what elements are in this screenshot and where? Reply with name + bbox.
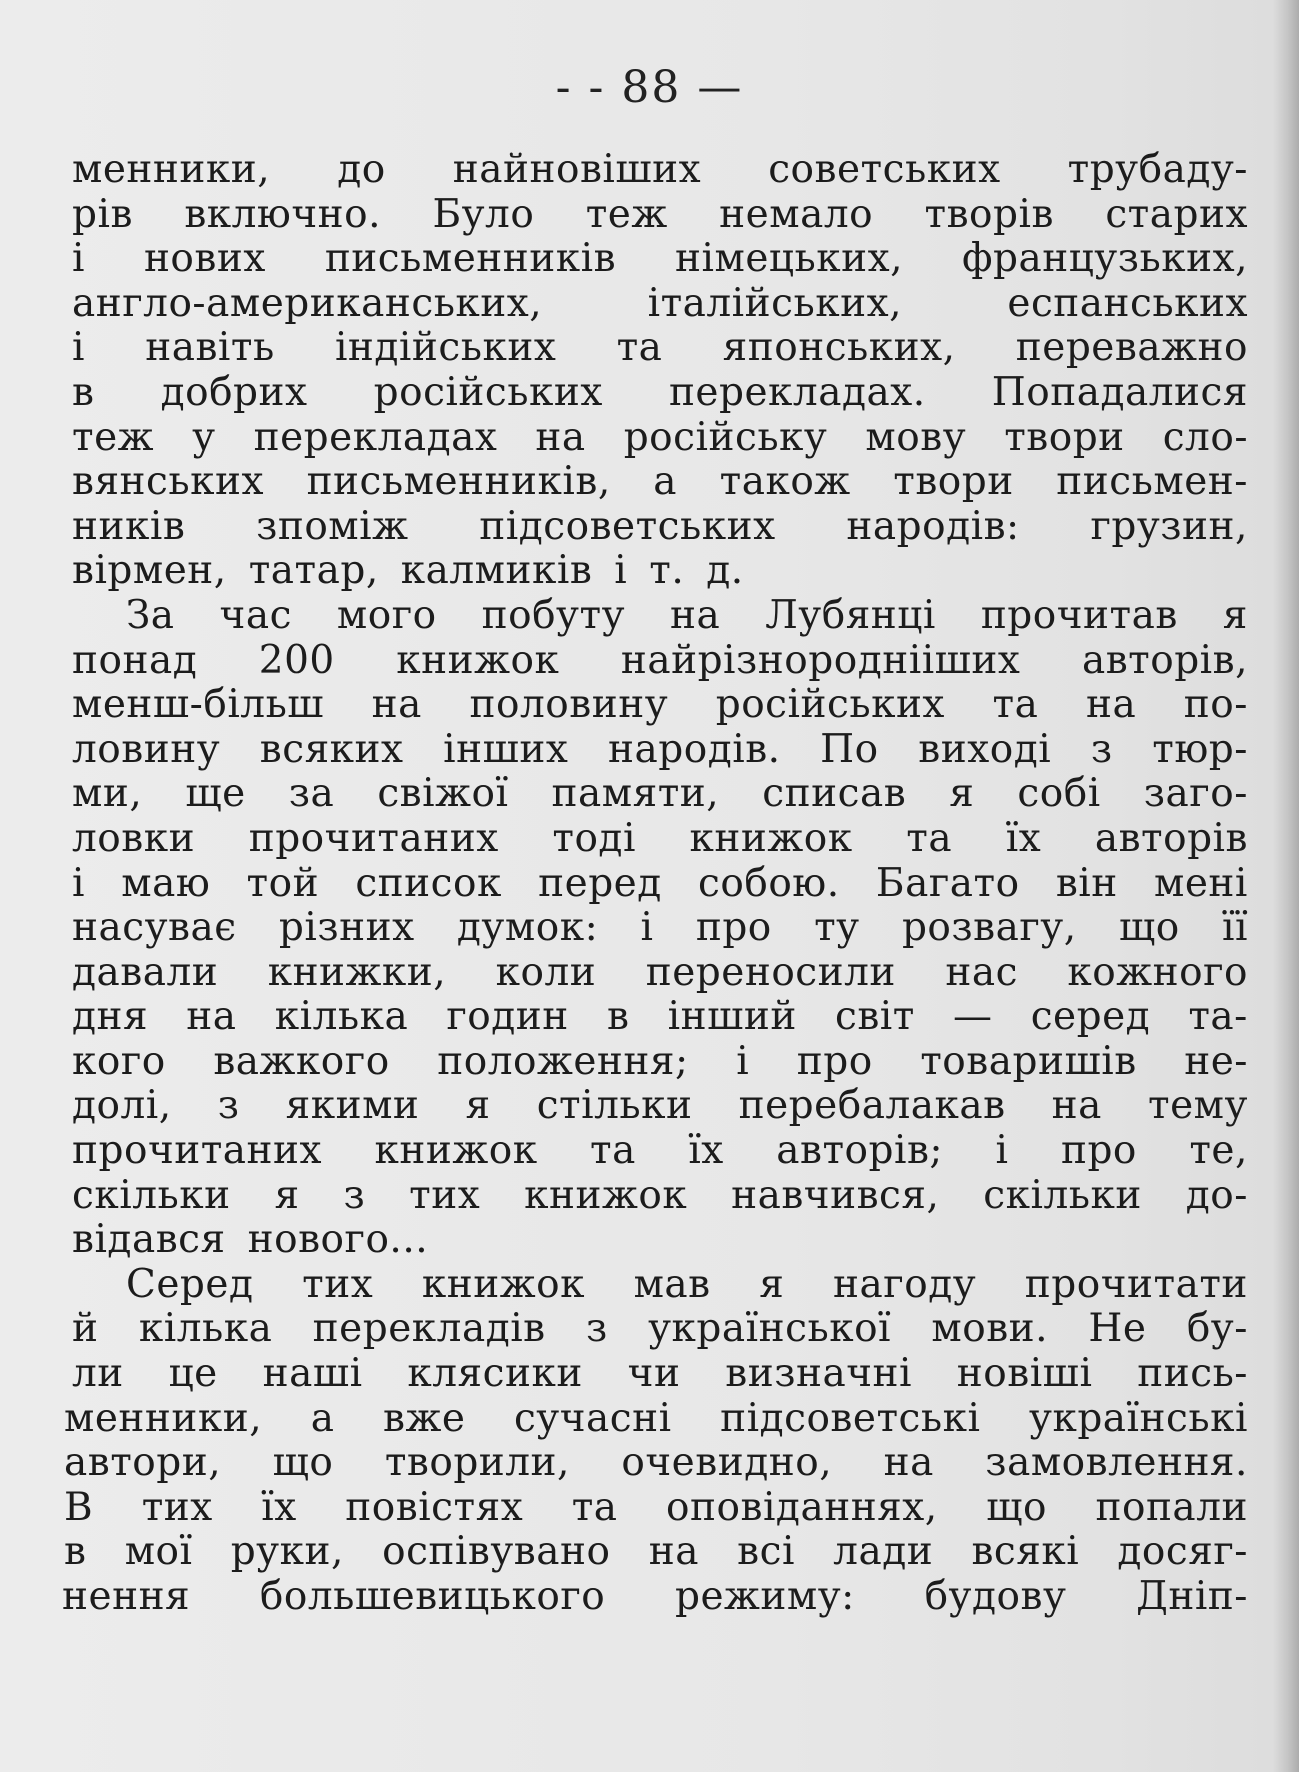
word: книжок bbox=[421, 1261, 585, 1307]
word: та bbox=[616, 325, 663, 371]
word: По bbox=[820, 726, 879, 772]
word: на bbox=[670, 592, 721, 638]
text-line bbox=[64, 1530, 1248, 1575]
word: понад bbox=[72, 637, 198, 683]
word: рів bbox=[72, 191, 133, 237]
word: в bbox=[72, 369, 95, 415]
word: російських bbox=[715, 682, 945, 728]
word: та- bbox=[1188, 994, 1248, 1040]
word: Було bbox=[432, 191, 535, 237]
word: японських, bbox=[722, 325, 956, 371]
word: він bbox=[1055, 860, 1118, 906]
word: кого bbox=[72, 1038, 166, 1084]
text-line bbox=[72, 594, 1248, 639]
word: вянських bbox=[72, 459, 264, 505]
word: про bbox=[695, 905, 772, 951]
word: перекладах. bbox=[668, 369, 926, 415]
text-line bbox=[62, 1575, 1248, 1620]
word: перебалакав bbox=[738, 1083, 1006, 1129]
word: тих bbox=[409, 1172, 481, 1218]
word: з bbox=[585, 1306, 608, 1352]
text-line bbox=[72, 460, 1248, 505]
word: мову bbox=[865, 414, 967, 460]
word: на bbox=[186, 994, 237, 1040]
word: про bbox=[1060, 1128, 1137, 1174]
word: пись- bbox=[1137, 1351, 1248, 1397]
word: руки, bbox=[230, 1529, 344, 1575]
word: прочитаних bbox=[248, 815, 499, 861]
word: прочитаних bbox=[72, 1128, 323, 1174]
word: стільки bbox=[536, 1083, 693, 1129]
word: еспанських bbox=[1007, 280, 1248, 326]
word: тюр- bbox=[1152, 726, 1248, 772]
word: авторів, bbox=[1081, 637, 1248, 683]
word: я bbox=[1222, 592, 1248, 638]
word: що bbox=[1118, 905, 1180, 951]
word: ловину bbox=[72, 726, 221, 772]
word: давали bbox=[72, 949, 219, 995]
word: скільки bbox=[72, 1172, 231, 1218]
word: книжки, bbox=[267, 949, 447, 995]
word: творів bbox=[924, 191, 1054, 237]
word: на bbox=[883, 1440, 934, 1486]
word: мені bbox=[1154, 860, 1248, 906]
word: ще bbox=[185, 771, 246, 817]
word: визначні bbox=[725, 1351, 912, 1397]
word: авторів bbox=[1094, 815, 1248, 861]
word: насуває bbox=[72, 905, 237, 951]
text-line bbox=[64, 1441, 1248, 1486]
word: найновіших bbox=[452, 147, 702, 192]
word: навіть bbox=[145, 325, 275, 371]
binding-shadow bbox=[1273, 0, 1299, 1772]
word: й bbox=[72, 1306, 99, 1352]
word: прочитати bbox=[1024, 1261, 1248, 1307]
body-text bbox=[62, 147, 1248, 1620]
word: советських bbox=[768, 147, 1001, 192]
word: російських bbox=[373, 369, 603, 415]
word: клясики bbox=[407, 1351, 583, 1397]
word: на bbox=[1085, 682, 1137, 728]
word: підсоветських bbox=[479, 503, 776, 549]
word: вірмен, bbox=[72, 548, 227, 594]
word: і bbox=[640, 905, 654, 951]
word: калмиків bbox=[400, 548, 593, 594]
text-line bbox=[72, 1263, 1248, 1308]
word: твори bbox=[893, 459, 1014, 505]
word: народів: bbox=[846, 503, 1020, 549]
word: долі, bbox=[72, 1083, 172, 1129]
word: і bbox=[72, 236, 85, 282]
word: і bbox=[736, 1038, 750, 1084]
word: якими bbox=[285, 1083, 420, 1129]
word: перед bbox=[538, 860, 662, 906]
text-line bbox=[72, 772, 1248, 817]
word: нагоду bbox=[833, 1261, 977, 1307]
word: і bbox=[995, 1128, 1009, 1174]
text-line bbox=[72, 906, 1248, 951]
word: з bbox=[343, 1172, 366, 1218]
word: побуту bbox=[481, 592, 626, 638]
word: книжок bbox=[374, 1128, 538, 1174]
word: досяг- bbox=[1117, 1529, 1248, 1575]
word: заго- bbox=[1143, 771, 1248, 817]
word: італійських, bbox=[647, 280, 902, 326]
word: 200 bbox=[258, 637, 335, 683]
word: я bbox=[274, 1172, 300, 1218]
word: ли bbox=[72, 1351, 124, 1397]
word: з bbox=[217, 1083, 240, 1129]
word: не- bbox=[1184, 1038, 1248, 1084]
word: те, bbox=[1189, 1128, 1248, 1174]
word: автори, bbox=[64, 1440, 222, 1486]
word: сучасні bbox=[513, 1395, 672, 1441]
word: Не bbox=[1088, 1306, 1147, 1352]
text-line bbox=[72, 1307, 1248, 1352]
word: їх bbox=[261, 1484, 297, 1530]
word: а bbox=[310, 1395, 335, 1441]
word: сло- bbox=[1162, 414, 1248, 460]
word: мав bbox=[633, 1261, 711, 1307]
word: та bbox=[571, 1484, 618, 1530]
text-line bbox=[72, 639, 1248, 684]
word: мови. bbox=[931, 1306, 1049, 1352]
word: російську bbox=[623, 414, 828, 460]
word: їх bbox=[1005, 815, 1042, 861]
word: виході bbox=[918, 726, 1052, 772]
word: на bbox=[535, 414, 586, 460]
word: собі bbox=[1017, 771, 1101, 817]
word: до bbox=[337, 147, 386, 192]
word: переносили bbox=[645, 949, 896, 995]
word: я bbox=[949, 771, 975, 817]
word: та bbox=[992, 682, 1039, 728]
text-line bbox=[72, 1040, 1248, 1085]
word: годин bbox=[446, 994, 569, 1040]
word: про bbox=[796, 1038, 873, 1084]
word: вже bbox=[383, 1395, 466, 1441]
word: навчився, bbox=[731, 1172, 940, 1218]
text-line bbox=[72, 505, 1248, 550]
text-line bbox=[72, 1084, 1248, 1129]
word: на bbox=[371, 682, 422, 728]
word: повістях bbox=[345, 1484, 524, 1530]
word: тоді bbox=[552, 815, 636, 861]
text-line bbox=[72, 817, 1248, 862]
word: всяких bbox=[259, 726, 404, 772]
word: старих bbox=[1105, 191, 1248, 237]
word: менники, bbox=[72, 147, 271, 192]
word: це bbox=[168, 1351, 218, 1397]
word: переважно bbox=[1015, 325, 1248, 371]
text-line bbox=[72, 1129, 1248, 1174]
word: авторів; bbox=[776, 1128, 944, 1174]
page-number: - - 88 — bbox=[555, 62, 744, 113]
word: світ bbox=[835, 994, 915, 1040]
word: Лубянці bbox=[765, 592, 936, 638]
word: що bbox=[272, 1440, 334, 1486]
word: добрих bbox=[160, 369, 308, 415]
word: інших bbox=[443, 726, 569, 772]
word: і bbox=[72, 325, 85, 371]
word: також bbox=[719, 459, 851, 505]
word: памяти, bbox=[551, 771, 720, 817]
word: та bbox=[906, 815, 953, 861]
word: а bbox=[653, 459, 678, 505]
text-line bbox=[72, 951, 1248, 996]
word: кожного bbox=[1067, 949, 1248, 995]
word: коли bbox=[495, 949, 597, 995]
word: і bbox=[72, 860, 85, 906]
word: нових bbox=[143, 236, 266, 282]
word: свіжої bbox=[377, 771, 509, 817]
word: Дніп- bbox=[1136, 1574, 1248, 1619]
word: список bbox=[355, 860, 502, 906]
word: оповіданнях, bbox=[666, 1484, 938, 1530]
word: німецьких, bbox=[675, 236, 903, 282]
word: розвагу, bbox=[901, 905, 1077, 951]
word: кілька bbox=[138, 1306, 273, 1352]
word: на bbox=[1051, 1083, 1102, 1129]
text-line bbox=[72, 862, 1248, 907]
word: перекладах bbox=[253, 414, 498, 460]
word: режиму: bbox=[674, 1574, 855, 1619]
text-line bbox=[72, 1174, 1248, 1219]
word: За bbox=[126, 592, 175, 638]
word: мого bbox=[336, 592, 437, 638]
word: кілька bbox=[274, 994, 409, 1040]
word: трубаду- bbox=[1067, 147, 1248, 192]
word: менш-більш bbox=[72, 682, 325, 728]
word: української bbox=[648, 1306, 892, 1352]
word: їх bbox=[688, 1128, 724, 1174]
text-line bbox=[72, 1218, 1248, 1263]
word: ту bbox=[814, 905, 860, 951]
word: оспівувано bbox=[382, 1529, 611, 1575]
word: большевицького bbox=[259, 1574, 606, 1619]
word: серед bbox=[1030, 994, 1151, 1040]
text-line bbox=[72, 148, 1248, 193]
word: книжок bbox=[396, 637, 560, 683]
word: теж bbox=[72, 414, 155, 460]
text-line bbox=[72, 416, 1248, 461]
text-line bbox=[72, 728, 1248, 773]
word: індійських bbox=[334, 325, 557, 371]
word: татар, bbox=[248, 548, 379, 594]
word: — bbox=[953, 994, 993, 1040]
word: її bbox=[1222, 905, 1248, 951]
word: народів. bbox=[608, 726, 781, 772]
word: В bbox=[64, 1484, 94, 1530]
word: перекладів bbox=[312, 1306, 546, 1352]
word: собою. bbox=[698, 860, 840, 906]
word: в bbox=[606, 994, 630, 1040]
text-line bbox=[64, 1397, 1248, 1442]
word: той bbox=[246, 860, 320, 906]
word: ловки bbox=[72, 815, 196, 861]
word: книжок bbox=[524, 1172, 688, 1218]
text-line bbox=[72, 282, 1248, 327]
word: маю bbox=[121, 860, 211, 906]
word: найрізнороднііших bbox=[620, 637, 1021, 683]
word: різних bbox=[278, 905, 415, 951]
word: в bbox=[64, 1529, 87, 1575]
word: інший bbox=[667, 994, 797, 1040]
word: французьких, bbox=[961, 236, 1248, 282]
word: половину bbox=[469, 682, 669, 728]
word: Попадалися bbox=[991, 369, 1248, 415]
word: наші bbox=[262, 1351, 363, 1397]
word: товаришів bbox=[920, 1038, 1137, 1084]
word: менники, bbox=[64, 1395, 263, 1441]
word: зпоміж bbox=[256, 503, 409, 549]
word: теж bbox=[585, 191, 668, 237]
word: грузин, bbox=[1090, 503, 1248, 549]
word: прочитав bbox=[980, 592, 1178, 638]
word: за bbox=[288, 771, 335, 817]
word: немало bbox=[719, 191, 874, 237]
text-line bbox=[72, 193, 1248, 238]
word: мої bbox=[124, 1529, 193, 1575]
text-line bbox=[72, 371, 1248, 416]
word: всі bbox=[737, 1529, 795, 1575]
word: Багато bbox=[875, 860, 1020, 906]
text-line bbox=[72, 549, 1248, 594]
word: очевидно, bbox=[621, 1440, 833, 1486]
word: на bbox=[648, 1529, 699, 1575]
word: дня bbox=[72, 994, 149, 1040]
word: д. bbox=[706, 548, 744, 594]
word: відався bbox=[72, 1217, 226, 1263]
word: нення bbox=[62, 1574, 191, 1619]
word: тих bbox=[141, 1484, 213, 1530]
word: нас bbox=[945, 949, 1018, 995]
text-line bbox=[72, 1352, 1248, 1397]
word: лади bbox=[833, 1529, 934, 1575]
text-line bbox=[72, 237, 1248, 282]
word: замовлення. bbox=[985, 1440, 1248, 1486]
word: українські bbox=[1029, 1395, 1248, 1441]
word: по- bbox=[1183, 682, 1248, 728]
word: будову bbox=[924, 1574, 1067, 1619]
word: попали bbox=[1095, 1484, 1248, 1530]
text-line bbox=[72, 683, 1248, 728]
word: положення; bbox=[437, 1038, 689, 1084]
word: скільки bbox=[983, 1172, 1142, 1218]
text-line bbox=[64, 1486, 1248, 1531]
word: новіші bbox=[956, 1351, 1093, 1397]
word: з bbox=[1090, 726, 1113, 772]
word: бу- bbox=[1186, 1306, 1248, 1352]
word: письмен- bbox=[1056, 459, 1248, 505]
word: чи bbox=[627, 1351, 681, 1397]
word: нового... bbox=[247, 1217, 429, 1263]
word: ми, bbox=[72, 771, 143, 817]
word: до- bbox=[1185, 1172, 1248, 1218]
word: всякі bbox=[971, 1529, 1080, 1575]
word: я bbox=[465, 1083, 491, 1129]
word: твори bbox=[1004, 414, 1125, 460]
word: книжок bbox=[689, 815, 853, 861]
word: і bbox=[614, 548, 628, 594]
text-line bbox=[72, 326, 1248, 371]
word: у bbox=[192, 414, 216, 460]
word: Серед bbox=[126, 1261, 254, 1307]
word: та bbox=[590, 1128, 636, 1174]
word: що bbox=[986, 1484, 1047, 1530]
word: час bbox=[219, 592, 292, 638]
word: важкого bbox=[213, 1038, 390, 1084]
word: включно. bbox=[184, 191, 382, 237]
word: ників bbox=[72, 503, 186, 549]
text-line bbox=[72, 995, 1248, 1040]
word: т. bbox=[649, 548, 685, 594]
word: тему bbox=[1148, 1083, 1248, 1129]
word: творили, bbox=[384, 1440, 570, 1486]
word: підсоветські bbox=[720, 1395, 981, 1441]
word: списав bbox=[762, 771, 907, 817]
word: письменників, bbox=[306, 459, 611, 505]
word: письменників bbox=[324, 236, 617, 282]
word: англо-американських, bbox=[72, 280, 543, 326]
word: думок: bbox=[456, 905, 599, 951]
word: я bbox=[759, 1261, 785, 1307]
word: тих bbox=[302, 1261, 374, 1307]
